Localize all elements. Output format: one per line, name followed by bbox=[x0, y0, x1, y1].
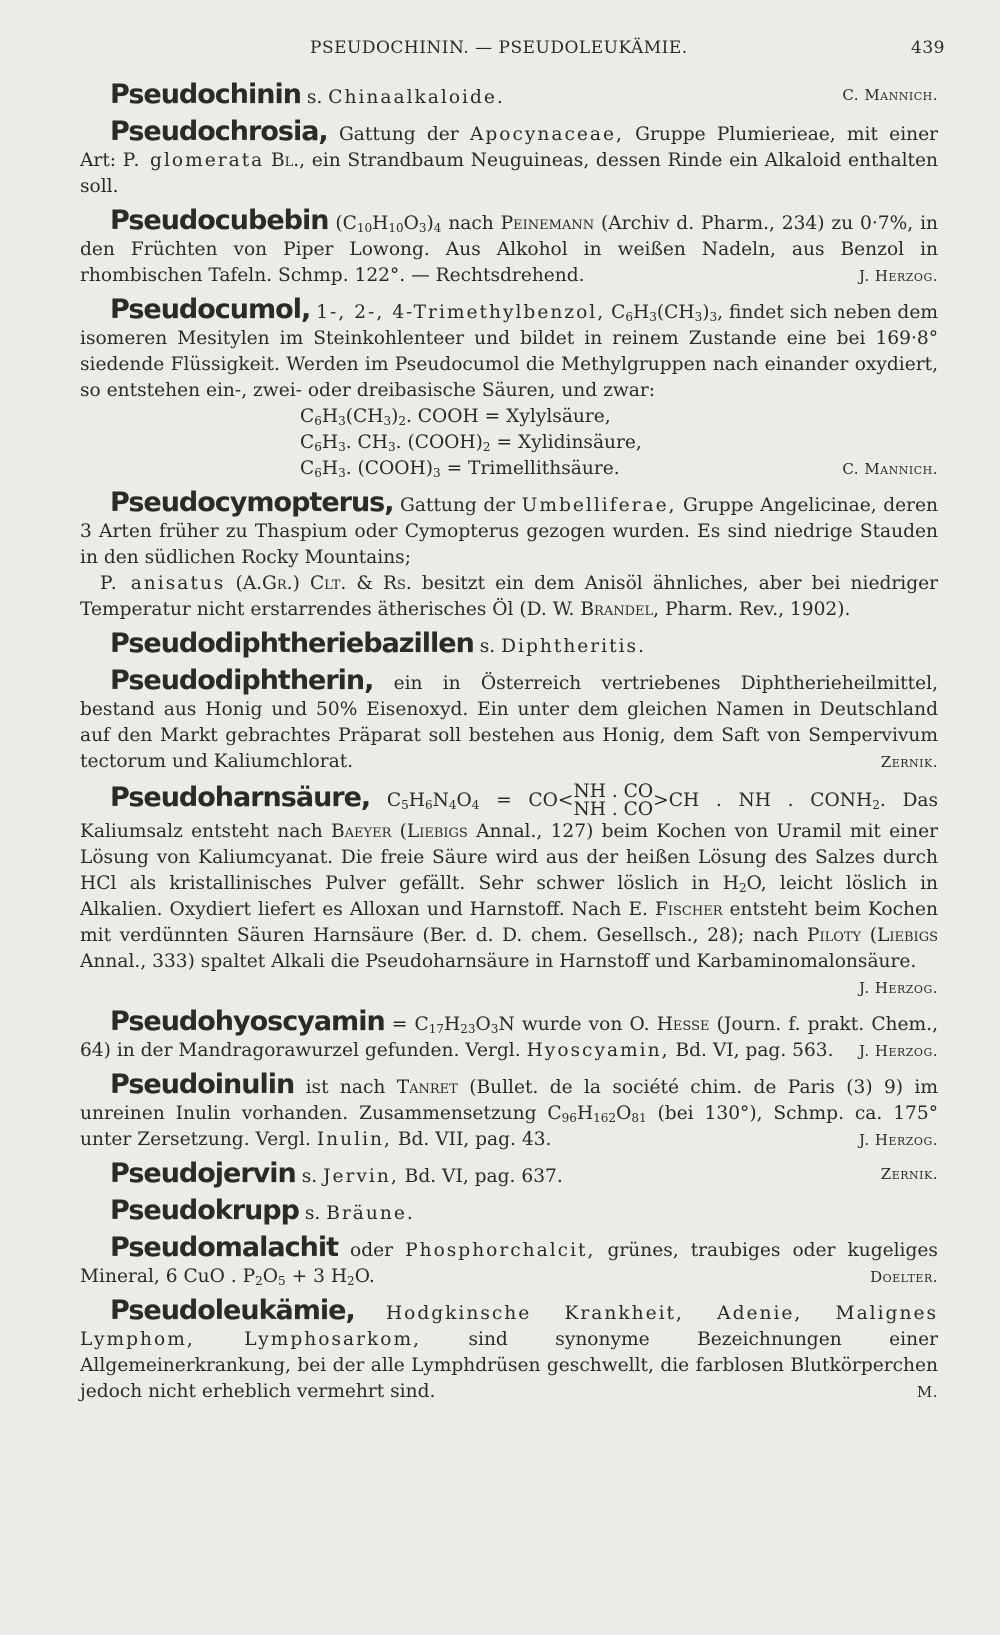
headword: Pseudojervin bbox=[110, 1158, 296, 1189]
headword: Pseudokrupp bbox=[110, 1195, 299, 1226]
headword: Pseudohyoscyamin bbox=[110, 1006, 385, 1037]
author-signature: J. Herzog. bbox=[859, 267, 938, 285]
structure-bracket-close: > bbox=[653, 790, 669, 811]
entry-pseudoinulin: Pseudoinulin ist nach Tanret (Bullet. de la société chim. de Paris (3) 9) im unreinen Inulin vorhanden. Zusammensetzung $C_{96}H_{162}O_{81}$ (bei 130°), Schmp. ca. 175° unter Zersetzung. Vergl. Inulin, Bd. VII, pag. 43. J. Herzog. bbox=[80, 1072, 938, 1153]
entry-pseudokrupp: Pseudokrupp s. Bräune. bbox=[110, 1195, 415, 1226]
running-title: PSEUDOCHININ. — PSEUDOLEUKÄMIE. bbox=[310, 38, 688, 58]
entry-pseudoleukaemie: Pseudoleukämie, Hodgkinsche Krankheit, Adenie, Malignes Lymphom, Lymphosarkom, sind synonyme Bezeichnungen einer Allgemeinerkrankung, bei der alle Lymphdrüsen geschwellt, die farblosen Blutkörperchen jedoch nicht erheblich vermehrt sind. M. bbox=[80, 1298, 938, 1405]
author-signature: C. Mannich. bbox=[842, 86, 938, 104]
headword: Pseudocymopterus, bbox=[110, 487, 394, 518]
entry-pseudocubebin: Pseudocubebin $(C_{10}H_{10}O_3)_4$ nach Peinemann (Archiv d. Pharm., 234) zu 0·7%, in den Früchten von Piper Lowong. Aus Alkohol in weißen Nadeln, aus Benzol in rhombischen Tafeln. Schmp. 122°. — Rechtsdrehend. J. Herzog. bbox=[80, 208, 938, 289]
author-signature: M. bbox=[916, 1383, 938, 1401]
author-signature: J. Herzog. bbox=[859, 1042, 938, 1060]
headword: Pseudoharnsäure, bbox=[110, 782, 371, 813]
cross-reference: Jervin, bbox=[323, 1166, 399, 1187]
headword: Pseudodiphtherin, bbox=[110, 665, 374, 696]
formula-line: $C_6H_3$. $CH_3$. $(COOH)_2$ = Xylidinsäure, bbox=[300, 432, 642, 454]
headword: Pseudoinulin bbox=[110, 1069, 295, 1100]
author-signature: C. Mannich. bbox=[842, 460, 938, 478]
formula-line: $C_6H_3$. $(COOH)_3$ = Trimellithsäure. C. Mannich. bbox=[300, 458, 938, 480]
author-signature: J. Herzog. bbox=[859, 1131, 938, 1149]
author-signature: Zernik. bbox=[880, 753, 938, 771]
formula-line: $C_6H_3(CH_3)_2$. COOH = Xylylsäure, bbox=[300, 406, 611, 428]
author-signature: Doelter. bbox=[870, 1268, 938, 1286]
structure-bracket-open: < bbox=[557, 790, 574, 811]
cross-reference: Hyoscyamin, bbox=[526, 1040, 670, 1061]
entry-pseudochrosia: Pseudochrosia, Gattung der Apocynaceae, Gruppe Plumierieae, mit einer Art: P. glomerata Bl., ein Strandbaum Neuguineas, dessen Rinde ein Alkaloid enthalten soll. bbox=[80, 116, 939, 197]
headword: Pseudodiphtheriebazillen bbox=[110, 628, 474, 659]
page-number: 439 bbox=[911, 38, 945, 58]
entry-pseudojervin: Pseudojervin s. Jervin, Bd. VI, pag. 637. Zernik. bbox=[110, 1158, 938, 1189]
entry-pseudomalachit: Pseudomalachit oder Phosphorchalcit, grünes, traubiges oder kugeliges Mineral, 6 CuO . $P_2O_5 + 3$ $H_2O$. Doelter. bbox=[80, 1232, 938, 1288]
headword: Pseudocubebin bbox=[110, 205, 329, 236]
author-signature: J. Herzog. bbox=[859, 979, 938, 997]
headword: Pseudoleukämie, bbox=[110, 1295, 355, 1326]
entry-pseudohyoscyamin: Pseudohyoscyamin = $C_{17}H_{23}O_3N$ wurde von O. Hesse (Journ. f. prakt. Chem., 64) in der Mandragorawurzel gefunden. Vergl. Hyoscyamin, Bd. VI, pag. 563. J. Herzog. bbox=[80, 1009, 938, 1064]
entry-pseudodiphtherin: Pseudodiphtherin, ein in Österreich vertriebenes Diphtherieheilmittel, bestand aus Honig und 50% Eisenoxyd. Ein unter dem gleichen Namen in Deutschland auf den Markt gebrachtes Präparat soll bestehen aus Honig, dem Saft von Sempervivum tectorum und Kaliumchlorat. Zernik. bbox=[80, 668, 938, 775]
entry-pseudocymopterus: Pseudocymopterus, Gattung der Umbelliferae, Gruppe Angelicinae, deren 3 Arten früher zu Thaspium oder Cymopterus gezogen wurden. Es sind niedrige Stauden in den südlichen Rocky Mountains; P. anisatus (A.Gr.) Clt. & Rs. besitzt ein dem Anisöl ähnliches, aber bei niedriger Temperatur nicht erstarrendes ätherisches Öl (D. W. Brandel, Pharm. Rev., 1902). bbox=[80, 487, 938, 620]
cross-reference: Chinaalkaloide. bbox=[328, 87, 505, 108]
dictionary-column bbox=[80, 79, 939, 1413]
structural-formula: NH . CO NH . CO bbox=[573, 781, 654, 820]
entry-pseudochinin: Pseudochinin s. Chinaalkaloide. C. Mannich. bbox=[110, 79, 938, 110]
headword: Pseudochinin bbox=[110, 79, 301, 110]
headword: Pseudochrosia, bbox=[110, 116, 328, 147]
entry-pseudocumol: Pseudocumol, 1-, 2-, 4-Trimethylbenzol, $C_6H_3(CH_3)_3$, findet sich neben dem isomeren Mesitylen im Steinkohlenteer und bildet in reinem Zustande eine bei 169·8° siedende Flüssigkeit. Werden im Pseudocumol die Methylgruppen nach einander oxydiert, so entstehen ein-, zwei- oder dreibasische Säuren, und zwar: $C_6H_3(CH_3)_2$. COOH = Xylylsäure, $C_6H_3$. $CH_3$. $(COOH)_2$ = Xylidinsäure, $C_6H_3$. $(COOH)_3$ = Trimellithsäure. C. Mannich. bbox=[80, 294, 938, 480]
cross-reference: Bräune. bbox=[326, 1203, 415, 1224]
headword: Pseudocumol, bbox=[110, 294, 311, 325]
entry-pseudoharnsaeure: Pseudoharnsäure, $C_5H_6N_4O_4 = CO<NH$ . CO NH . CO>CH . NH . $CONH_2$. Das Kaliumsalz entsteht nach Baeyer (Liebigs Annal., 127) beim Kochen von Uramil mit einer Lösung von Kaliumcyanat. Die freie Säure wird aus der heißen Lösung des Salzes durch HCl als kristallinisches Pulver gefällt. Sehr schwer löslich in $H_2O$, leicht löslich in Alkalien. Oxydiert liefert es Alloxan und Harnstoff. Nach E. Fischer entsteht beim Kochen mit verdünnten Säuren Harnsäure (Ber. d. D. chem. Gesellsch., 28); nach Piloty (Liebigs Annal., 333) spaltet Alkali die Pseudoharnsäure in Harnstoff und Karbaminomalonsäure. J. Herzog. bbox=[80, 783, 938, 1001]
headword: Pseudomalachit bbox=[110, 1232, 339, 1263]
cross-reference: Inulin, bbox=[316, 1129, 392, 1150]
entry-pseudodiphtheriebazillen: Pseudodiphtheriebazillen s. Diphtheritis. bbox=[110, 628, 646, 659]
cross-reference: Diphtheritis. bbox=[501, 636, 646, 657]
author-signature: Zernik. bbox=[880, 1165, 938, 1183]
